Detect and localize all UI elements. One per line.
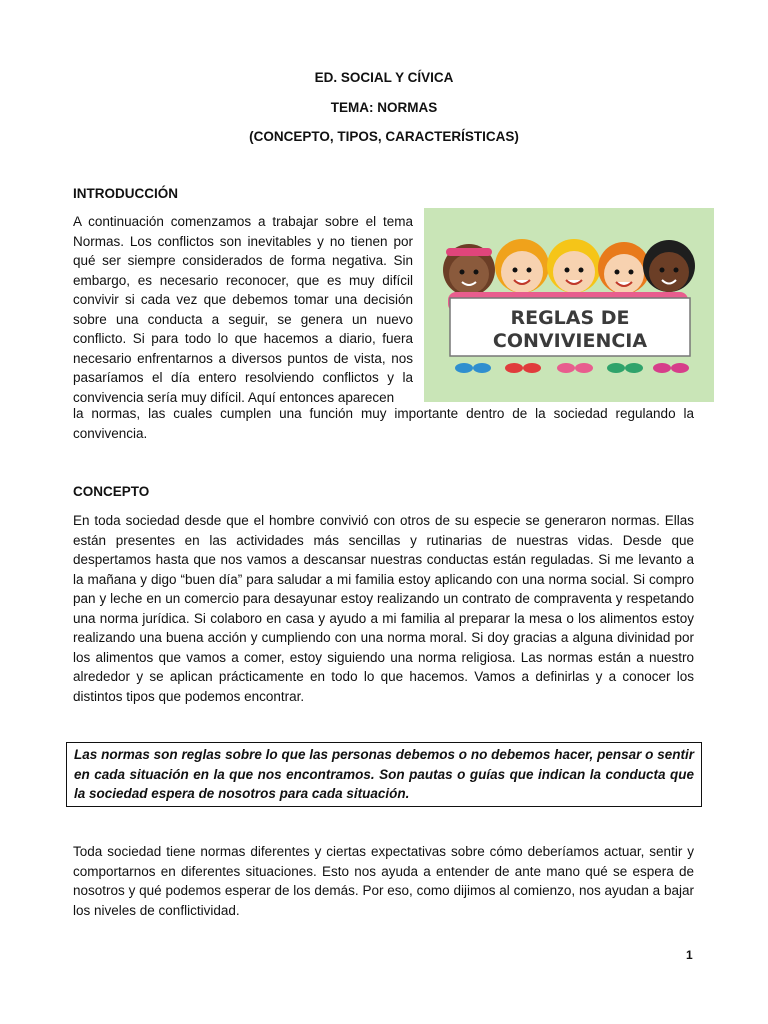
concept-heading: CONCEPTO <box>73 484 150 499</box>
intro-paragraph-wrapped: A continuación comenzamos a trabajar sobre el tema Normas. Los conflictos son inevitables y no tienen por qué ser siempre considerados de forma negativa. Sin embargo, es necesario reconocer, que es muy difícil convivir si cada vez que debemos tomar una decisión sobre una conducta a seguir, se genera un nuevo conflicto. Si para todo lo que hacemos a diario, fuera necesario enfrentarnos a diversos puntos de vista, nos pasaríamos el día entero resolviendo conflictos y la convivencia sería muy difícil. Aquí entonces aparecen <box>73 214 413 405</box>
child-1 <box>443 244 495 296</box>
child-5 <box>643 240 695 292</box>
sign-line-2: CONVIVIENCIA <box>492 330 648 352</box>
children-feet <box>455 363 689 373</box>
kids-holding-sign-illustration <box>424 208 714 402</box>
child-3 <box>547 239 601 293</box>
closing-paragraph: Toda sociedad tiene normas diferentes y ciertas expectativas sobre cómo deberíamos actuar, sentir y comportarnos en diferentes situaciones. Esto nos ayuda a entender de ante mano qué se espera de nosotros y qué podemos esperar de los demás. Por eso, como dijimos al comienzo, nos ayudan a bajar los niveles de conflictividad. <box>73 844 694 918</box>
rules-illustration <box>424 208 714 402</box>
child-2 <box>495 239 549 293</box>
definition-box: Las normas son reglas sobre lo que las personas debemos o no debemos hacer, pensar o sentir en cada situación en la que nos encontramos. Son pautas o guías que indican la conducta que la sociedad espera de nosotros para cada situación. <box>66 742 702 807</box>
topic-title: TEMA: NORMAS <box>330 100 438 115</box>
intro-heading: INTRODUCCIÓN <box>73 186 178 201</box>
subtopic-title: (CONCEPTO, TIPOS, CARACTERÍSTICAS) <box>249 129 519 144</box>
child-4 <box>598 242 650 294</box>
page-number: 1 <box>686 948 693 962</box>
concept-paragraph: En toda sociedad desde que el hombre convivió con otros de su especie se generaron normas. Ellas están presentes en las actividades más sencillas y rutinarias de nuestras vidas. Desde que despertamos hasta que nos vamos a descansar nuestras conductas están reguladas. Si me levanto a la mañana y digo “buen día” para saludar a mi familia estoy aplicando con una norma social. Si compro pan y leche en un comercio para desayunar estoy realizando un contrato de compraventa y respetando una norma jurídica. Si colaboro en casa y ayudo a mi familia al preparar la mesa o los alimentos estoy realizando una buena acción y cumpliendo con una norma moral. Si doy gracias a alguna divinidad por los alimentos que vamos a comer, estoy siguiendo una norma religiosa. Las normas están a nuestro alrededor y se aplican prácticamente en todo lo que hacemos. Vamos a definirlas y a conocer los distintos tipos que podemos encontrar. <box>73 513 694 704</box>
intro-paragraph-full: la normas, las cuales cumplen una función muy importante dentro de la sociedad regulando la convivencia. <box>73 406 694 441</box>
sign-line-1: REGLAS DE <box>510 307 630 329</box>
subject-title: ED. SOCIAL Y CÍVICA <box>314 70 454 85</box>
